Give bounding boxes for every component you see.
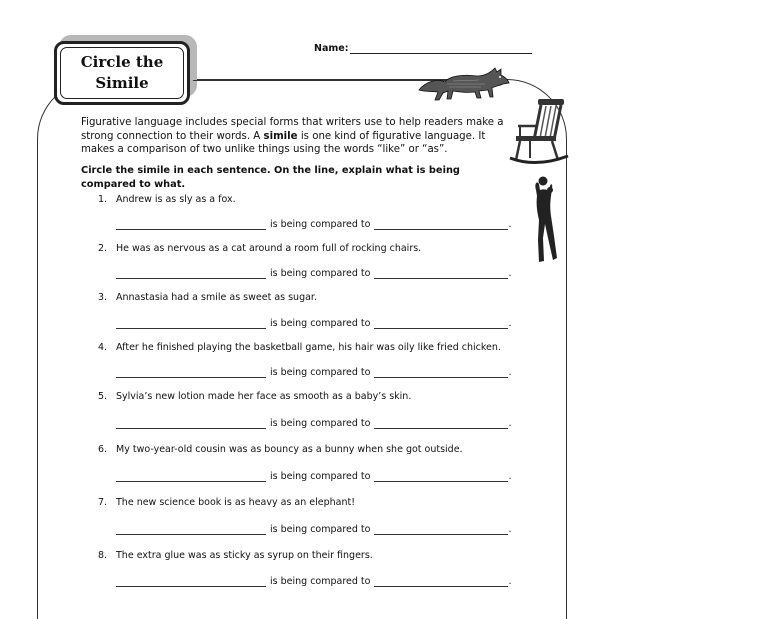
question-item — [98, 342, 501, 353]
answer-blank-first[interactable] — [116, 524, 266, 535]
answer-blank-second[interactable] — [374, 367, 508, 378]
answer-blank-first[interactable] — [116, 268, 266, 279]
answer-blank-first[interactable] — [116, 418, 266, 429]
worksheet-title: Circle the Simile — [80, 53, 164, 92]
answer-blank-second[interactable] — [374, 268, 508, 279]
question-sentence[interactable]: The new science book is as heavy as an elephant! — [116, 497, 356, 508]
question-item — [98, 497, 355, 508]
question-sentence[interactable]: After he finished playing the basketball game, his hair was oily like fried chicken. — [116, 342, 501, 353]
answer-blank-second[interactable] — [374, 524, 508, 535]
basketball-player-icon — [526, 176, 562, 266]
answer-blank-first[interactable] — [116, 576, 266, 587]
question-number: 6. — [98, 444, 108, 455]
question-item — [98, 444, 463, 455]
directions: Circle the simile in each sentence. On the line, explain what is being compared to what. — [81, 165, 460, 190]
question-item — [98, 194, 236, 205]
answer-row: is being compared to . — [116, 268, 512, 279]
title-box — [54, 41, 190, 105]
question-item — [98, 550, 373, 561]
answer-blank-second[interactable] — [374, 418, 508, 429]
name-field[interactable] — [314, 42, 532, 54]
question-sentence[interactable]: Annastasia had a smile as sweet as sugar. — [116, 292, 317, 303]
question-item — [98, 243, 421, 254]
answer-blank-first[interactable] — [116, 219, 266, 230]
answer-row: is being compared to . — [116, 318, 512, 329]
answer-blank-second[interactable] — [374, 219, 508, 230]
name-line[interactable] — [350, 42, 532, 54]
answer-blank-second[interactable] — [374, 318, 508, 329]
answer-row: is being compared to . — [116, 524, 512, 535]
answer-row: is being compared to . — [116, 418, 512, 429]
answer-row: is being compared to . — [116, 471, 512, 482]
rocking-chair-icon — [508, 96, 570, 168]
intro-paragraph: Figurative language includes special forms that writers use to help readers make a strong connection to their words. A simile is one kind of figurative language. It makes a comparison of two unlike things using the words “like” or “as”. — [81, 117, 504, 155]
question-item — [98, 391, 411, 402]
name-label: Name: — [314, 43, 349, 54]
question-number: 8. — [98, 550, 108, 561]
fox-icon — [415, 64, 511, 104]
question-number: 2. — [98, 243, 108, 254]
answer-blank-first[interactable] — [116, 318, 266, 329]
question-sentence[interactable]: He was as nervous as a cat around a room full of rocking chairs. — [116, 243, 422, 254]
question-sentence[interactable]: Sylvia’s new lotion made her face as smooth as a baby’s skin. — [116, 391, 412, 402]
answer-blank-first[interactable] — [116, 471, 266, 482]
question-sentence[interactable]: The extra glue was as sticky as syrup on their fingers. — [116, 550, 373, 561]
question-number: 5. — [98, 391, 108, 402]
question-item — [98, 292, 317, 303]
answer-row: is being compared to . — [116, 219, 512, 230]
question-number: 4. — [98, 342, 108, 353]
question-number: 1. — [98, 194, 108, 205]
question-number: 3. — [98, 292, 108, 303]
answer-blank-second[interactable] — [374, 576, 508, 587]
question-number: 7. — [98, 497, 108, 508]
answer-row: is being compared to . — [116, 367, 512, 378]
answer-blank-second[interactable] — [374, 471, 508, 482]
simile-term: simile — [263, 130, 298, 142]
question-sentence[interactable]: Andrew is as sly as a fox. — [116, 194, 236, 205]
answer-row: is being compared to . — [116, 576, 512, 587]
question-sentence[interactable]: My two-year-old cousin was as bouncy as a bunny when she got outside. — [116, 444, 463, 455]
answer-blank-first[interactable] — [116, 367, 266, 378]
